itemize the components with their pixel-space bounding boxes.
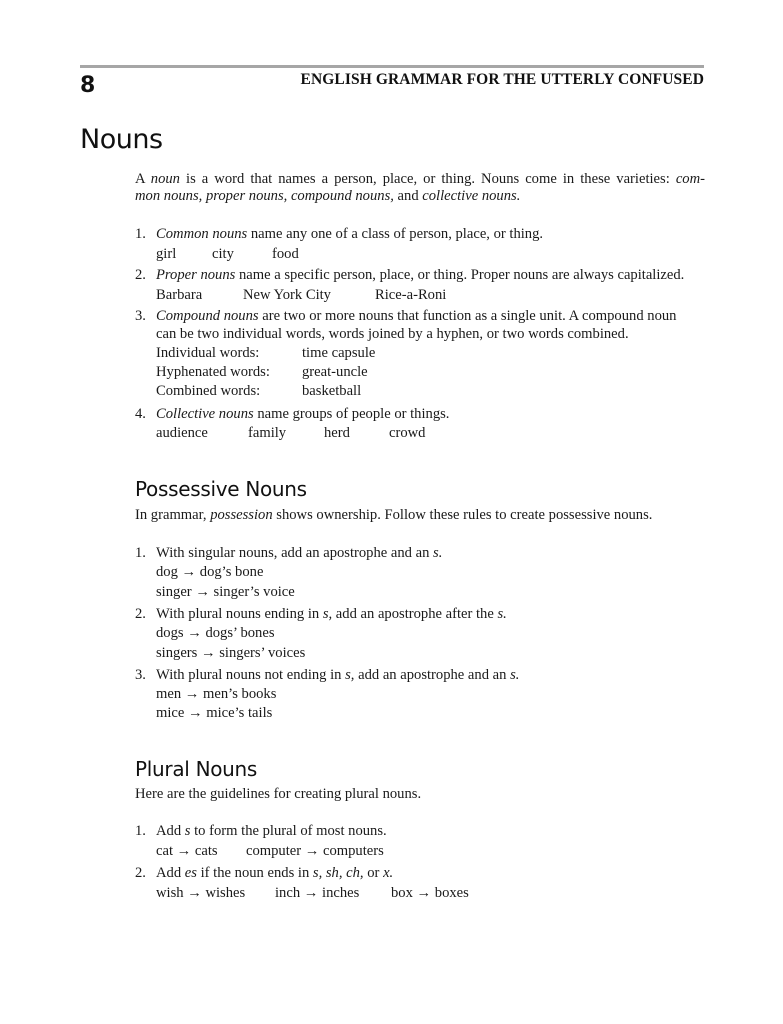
list-item-common-nouns: Common nouns name any one of a class of person, place, or thing. bbox=[156, 226, 544, 242]
plural-rule-s: Add s to form the plural of most nouns. bbox=[156, 823, 387, 839]
list-number: 2. bbox=[135, 865, 146, 881]
section-title-plural: Plural Nouns bbox=[135, 757, 258, 781]
plural-example: box → boxes bbox=[391, 885, 469, 901]
possessive-rule-plural-no-s: With plural nouns not ending in s, add an apostrophe and an s. bbox=[156, 667, 520, 683]
compound-example: basketball bbox=[302, 383, 362, 399]
list-number: 1. bbox=[135, 823, 146, 839]
compound-type-label: Hyphenated words: bbox=[156, 364, 270, 380]
example-word: food bbox=[272, 246, 299, 262]
list-item-compound-nouns: Compound nouns are two or more nouns that function as a single unit. A compound noun bbox=[156, 308, 677, 324]
example-word: audience bbox=[156, 425, 208, 441]
compound-example: time capsule bbox=[302, 345, 376, 361]
example-word: New York City bbox=[243, 287, 331, 303]
plural-rule-es: Add es if the noun ends in s, sh, ch, or x. bbox=[156, 865, 394, 881]
list-item-proper-nouns: Proper nouns name a specific person, place, or thing. Proper nouns are always capitalized. bbox=[156, 267, 685, 283]
nouns-intro-line-2: mon nouns, proper nouns, compound nouns, and collective nouns. bbox=[135, 188, 521, 204]
plural-example: cat → cats bbox=[156, 843, 218, 859]
possessive-example: dogs → dogs’ bones bbox=[156, 625, 275, 641]
example-word: crowd bbox=[389, 425, 426, 441]
plural-intro: Here are the guidelines for creating plural nouns. bbox=[135, 786, 422, 802]
list-number: 2. bbox=[135, 267, 146, 283]
list-number: 1. bbox=[135, 545, 146, 561]
compound-type-label: Individual words: bbox=[156, 345, 260, 361]
possessive-example: singers → singers’ voices bbox=[156, 645, 306, 661]
possessive-rule-singular: With singular nouns, add an apostrophe and an s. bbox=[156, 545, 443, 561]
possessive-intro: In grammar, possession shows ownership. Follow these rules to create possessive nouns. bbox=[135, 507, 653, 523]
example-word: city bbox=[212, 246, 234, 262]
list-number: 3. bbox=[135, 308, 146, 324]
compound-nouns-desc-line-2: can be two individual words, words joined by a hyphen, or two words combined. bbox=[156, 326, 629, 342]
compound-type-label: Combined words: bbox=[156, 383, 261, 399]
example-word: girl bbox=[156, 246, 177, 262]
possessive-example: mice → mice’s tails bbox=[156, 705, 273, 721]
section-title-nouns: Nouns bbox=[80, 124, 163, 155]
section-title-possessive: Possessive Nouns bbox=[135, 477, 307, 501]
possessive-example: singer → singer’s voice bbox=[156, 584, 295, 600]
example-word: herd bbox=[324, 425, 350, 441]
possessive-example: dog → dog’s bone bbox=[156, 564, 264, 580]
example-word: Rice-a-Roni bbox=[375, 287, 447, 303]
possessive-rule-plural-s: With plural nouns ending in s, add an apostrophe after the s. bbox=[156, 606, 507, 622]
header-rule bbox=[80, 65, 704, 68]
possessive-example: men → men’s books bbox=[156, 686, 277, 702]
list-item-collective-nouns: Collective nouns name groups of people or things. bbox=[156, 406, 450, 422]
list-number: 2. bbox=[135, 606, 146, 622]
example-word: family bbox=[248, 425, 287, 441]
page-number: 8 bbox=[80, 73, 96, 98]
nouns-intro-line-1: A noun is a word that names a person, place, or thing. Nouns come in these varieties: com- bbox=[135, 171, 705, 187]
plural-example: wish → wishes bbox=[156, 885, 246, 901]
plural-example: inch → inches bbox=[275, 885, 360, 901]
plural-example: computer → computers bbox=[246, 843, 384, 859]
running-title: ENGLISH GRAMMAR FOR THE UTTERLY CONFUSED bbox=[300, 71, 704, 88]
list-number: 4. bbox=[135, 406, 146, 422]
list-number: 1. bbox=[135, 226, 146, 242]
example-word: Barbara bbox=[156, 287, 203, 303]
list-number: 3. bbox=[135, 667, 146, 683]
compound-example: great-uncle bbox=[302, 364, 368, 380]
